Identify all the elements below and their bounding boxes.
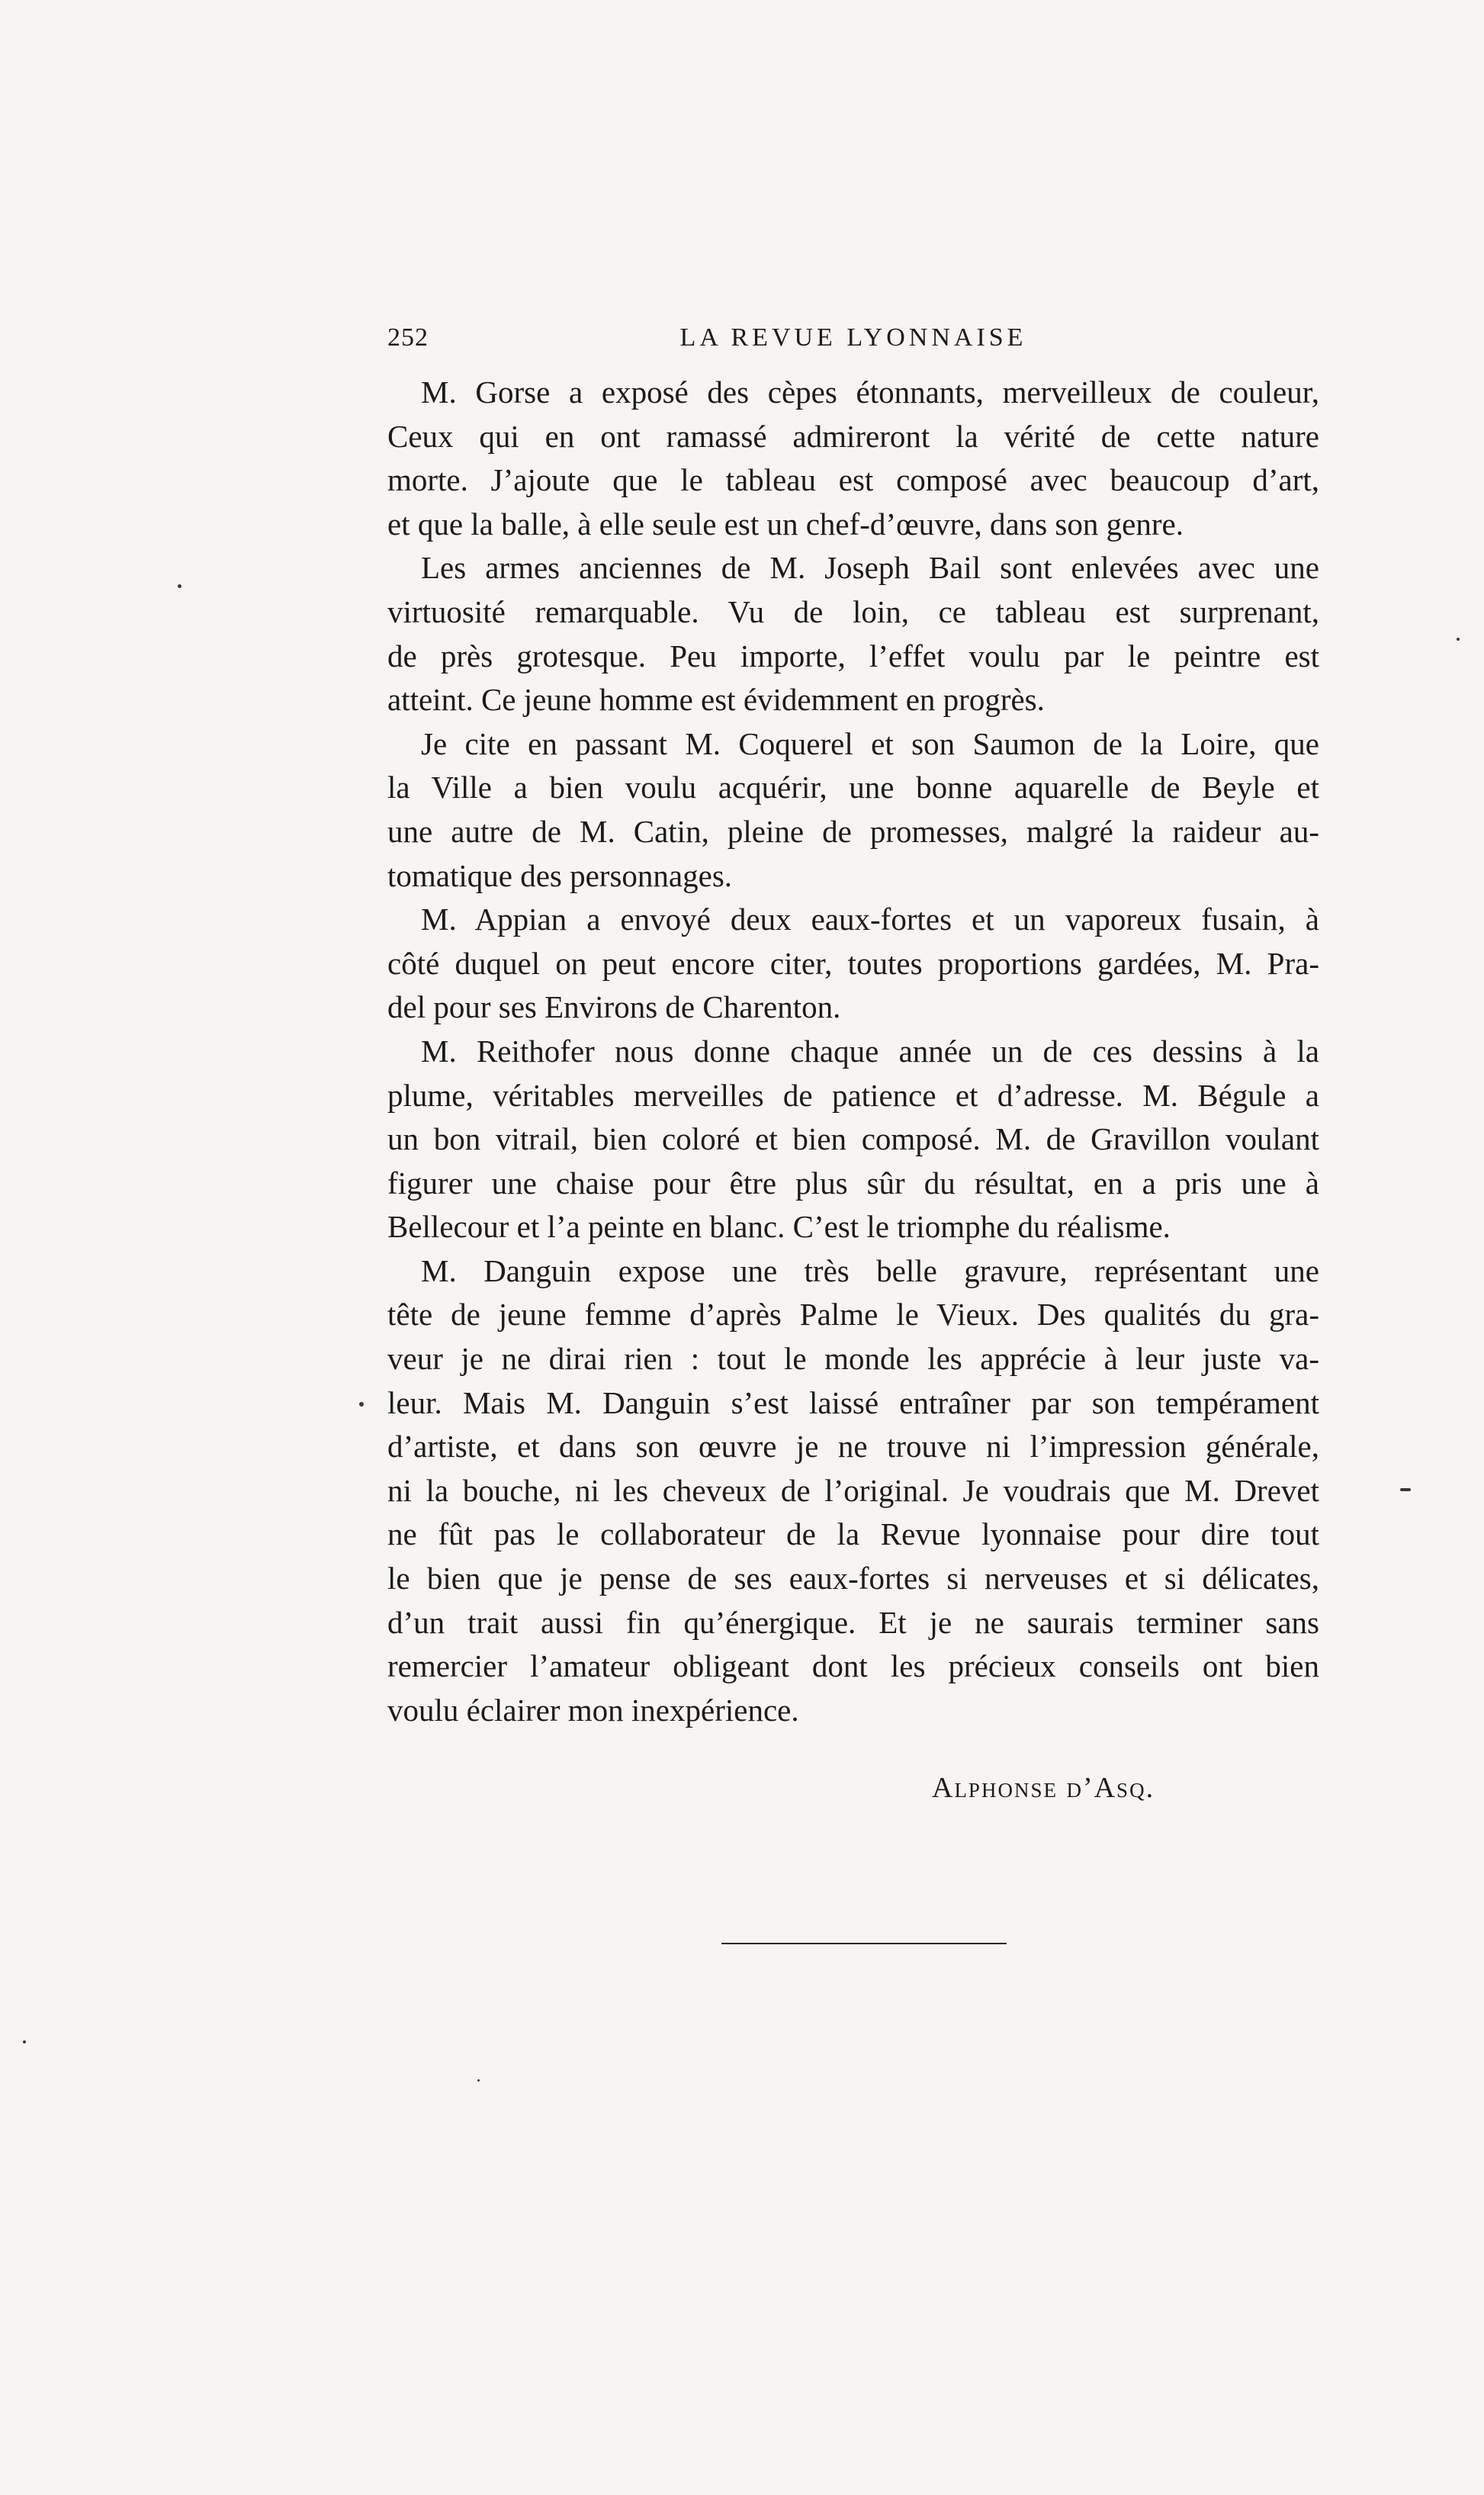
scan-speck xyxy=(178,584,181,588)
scan-speck xyxy=(1400,1488,1411,1491)
author-signature: Alphonse d’Asq. xyxy=(932,1772,1155,1804)
running-title: LA REVUE LYONNAISE xyxy=(679,323,1027,352)
text-line: atteint. Ce jeune homme est évidemment en progrès. xyxy=(387,682,1045,718)
scan-speck xyxy=(23,2040,26,2043)
text-line: del pour ses Environs de Charenton. xyxy=(387,989,841,1025)
article-body xyxy=(387,371,1319,1732)
text-line: d’un trait aussi fin qu’énergique. Et je ne saurais terminer sans xyxy=(387,1604,1319,1640)
text-line: voulu éclairer mon inexpérience. xyxy=(387,1692,799,1728)
text-line: M. Danguin expose une très belle gravure, représentant une xyxy=(421,1252,1319,1288)
scan-speck xyxy=(1457,638,1460,641)
end-rule xyxy=(721,1943,1007,1944)
text-line: tête de jeune femme d’après Palme le Vieux. Des qualités du gra- xyxy=(387,1297,1319,1333)
text-line: ne fût pas le collaborateur de la Revue lyonnaise pour dire tout xyxy=(387,1516,1319,1552)
page-header xyxy=(387,319,1319,365)
text-line: veur je ne dirai rien : tout le monde les apprécie à leur juste va- xyxy=(387,1341,1319,1377)
text-line: plume, véritables merveilles de patience et d’adresse. M. Bégule a xyxy=(387,1077,1319,1113)
text-line: figurer une chaise pour être plus sûr du résultat, en a pris une à xyxy=(387,1165,1319,1201)
text-line: M. Gorse a exposé des cèpes étonnants, merveilleux de couleur, xyxy=(421,375,1319,410)
text-line: virtuosité remarquable. Vu de loin, ce tableau est surprenant, xyxy=(387,593,1319,629)
page-number: 252 xyxy=(387,323,429,352)
scan-speck xyxy=(477,2079,480,2082)
text-line: Les armes anciennes de M. Joseph Bail sont enlevées avec une xyxy=(421,550,1319,586)
text-line: morte. J’ajoute que le tableau est composé avec beaucoup d’art, xyxy=(387,462,1319,498)
text-line: M. Appian a envoyé deux eaux-fortes et un vaporeux fusain, à xyxy=(421,902,1319,937)
text-line: le bien que je pense de ses eaux-fortes si nerveuses et si délicates, xyxy=(387,1561,1319,1596)
text-line: remercier l’amateur obligeant dont les précieux conseils ont bien xyxy=(387,1648,1319,1684)
text-line: de près grotesque. Peu importe, l’effet voulu par le peintre est xyxy=(387,638,1319,674)
text-line: leur. Mais M. Danguin s’est laissé entraîner par son tempérament xyxy=(387,1384,1319,1420)
text-line: la Ville a bien voulu acquérir, une bonne aquarelle de Beyle et xyxy=(387,770,1319,805)
text-line: d’artiste, et dans son œuvre je ne trouve ni l’impression générale, xyxy=(387,1429,1319,1465)
text-line: Bellecour et l’a peinte en blanc. C’est le triomphe du réalisme. xyxy=(387,1209,1171,1245)
text-line: côté duquel on peut encore citer, toutes proportions gardées, M. Pra- xyxy=(387,945,1319,981)
text-line: M. Reithofer nous donne chaque année un de ces dessins à la xyxy=(421,1033,1319,1069)
text-line: un bon vitrail, bien coloré et bien composé. M. de Gravillon voulant xyxy=(387,1121,1319,1157)
text-line: une autre de M. Catin, pleine de promesses, malgré la raideur au- xyxy=(387,813,1319,849)
text-line: et que la balle, à elle seule est un chef-d’œuvre, dans son genre. xyxy=(387,506,1184,542)
scan-speck xyxy=(359,1402,364,1407)
text-line: tomatique des personnages. xyxy=(387,857,733,893)
text-line: ni la bouche, ni les cheveux de l’original. Je voudrais que M. Drevet xyxy=(387,1472,1319,1508)
text-line: Ceux qui en ont ramassé admireront la vérité de cette nature xyxy=(387,418,1319,454)
text-line: Je cite en passant M. Coquerel et son Saumon de la Loire, que xyxy=(421,725,1319,761)
